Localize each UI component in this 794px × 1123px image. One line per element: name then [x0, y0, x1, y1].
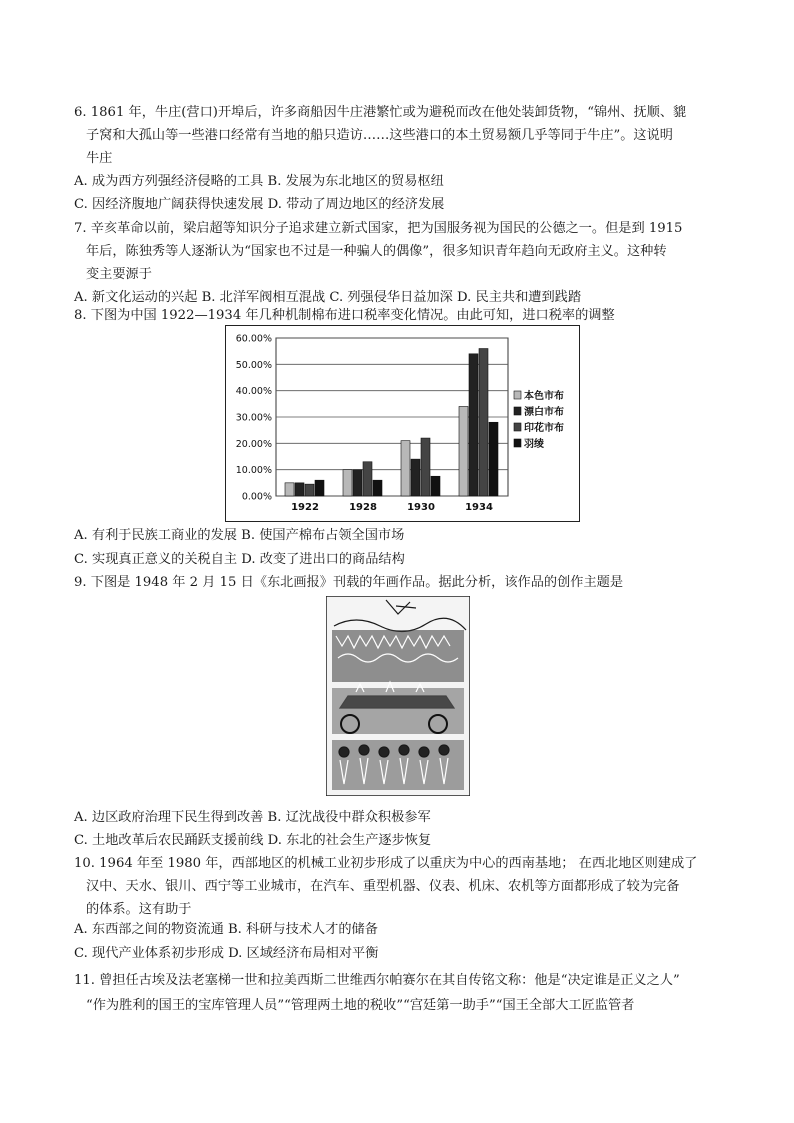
legend-swatch: [514, 391, 521, 399]
q10-options-ab: A. 东西部之间的物资流通 B. 科研与技术人才的储备: [74, 922, 378, 937]
q10-stem-line3: 的体系。这有助于: [86, 902, 192, 917]
q9-options-ab: A. 边区政府治理下民生得到改善 B. 辽沈战役中群众积极参军: [74, 810, 431, 825]
q6-stem-line2: 子窝和大孤山等一些港口经常有当地的船只造访……这些港口的本土贸易额几乎等同于牛庄”。这说明: [86, 128, 673, 143]
q6-options-cd: C. 因经济腹地广阔获得快速发展 D. 带动了周边地区的经济发展: [74, 197, 445, 212]
x-tick-label: 1922: [291, 502, 319, 513]
tariff-bar-chart: [226, 326, 579, 521]
bar: [421, 438, 430, 496]
q8-options-cd: C. 实现真正意义的关税自主 D. 改变了进出口的商品结构: [74, 552, 405, 567]
tariff-chart: [225, 325, 580, 522]
q7-stem-line3: 变主要源于: [86, 267, 152, 282]
q7-stem-line2: 年后，陈独秀等人逐渐认为“国家也不过是一种骗人的偶像”，很多知识青年趋向无政府主义。这种转: [86, 244, 667, 259]
bar: [411, 459, 420, 496]
q6-stem-line1: 6. 1861 年，牛庄(营口)开埠后，许多商船因牛庄港繁忙或为避税而改在他处装卸货物，“锦州、抚顺、貔: [74, 105, 687, 120]
bar: [363, 462, 372, 496]
q10-stem-line2: 汉中、天水、银川、西宁等工业城市，在汽车、重型机器、仪表、机床、农机等方面都形成了较为完备: [86, 879, 680, 894]
x-tick-label: 1930: [407, 502, 435, 513]
bar: [285, 483, 294, 496]
bar: [343, 470, 352, 496]
bar: [353, 470, 362, 496]
bar: [469, 354, 478, 496]
q11-stem-line2: “作为胜利的国王的宝库管理人员”“管理两土地的税收”“宫廷第一助手”“国王全部大工匠监管者: [86, 998, 635, 1013]
legend-label: 羽绫: [524, 439, 544, 450]
y-tick-label: 40.00%: [235, 386, 272, 398]
q11-stem-line1: 11. 曾担任古埃及法老塞梯一世和拉美西斯二世维西尔帕赛尔在其自传铭文称：他是“决定谁是正义之人”: [74, 973, 680, 988]
y-tick-label: 0.00%: [241, 491, 272, 503]
q6-stem-line3: 牛庄: [86, 151, 113, 166]
q7-stem-line1: 7. 辛亥革命以前，梁启超等知识分子追求建立新式国家，把为国服务视为国民的公德之一。但是到 1915: [74, 221, 683, 236]
bar: [305, 484, 314, 496]
q8-stem-line1: 8. 下图为中国 1922—1934 年几种机制棉布进口税率变化情况。由此可知，进口税率的调整: [74, 308, 615, 323]
y-tick-label: 50.00%: [235, 359, 272, 371]
legend-label: 漂白市布: [524, 407, 564, 418]
y-tick-label: 20.00%: [235, 438, 272, 450]
bar: [401, 441, 410, 496]
bar: [295, 483, 304, 496]
q7-options: A. 新文化运动的兴起 B. 北洋军阀相互混战 C. 列强侵华日益加深 D. 民主共和遭到践踏: [74, 290, 582, 305]
woodcut-illustration: [326, 596, 470, 796]
legend-label: 本色市布: [524, 391, 564, 402]
legend-swatch: [514, 407, 521, 415]
bar: [489, 422, 498, 496]
x-tick-label: 1934: [465, 502, 493, 513]
bar: [479, 349, 488, 496]
q10-stem-line1: 10. 1964 年至 1980 年，西部地区的机械工业初步形成了以重庆为中心的西南基地； 在西北地区则建成了: [74, 856, 698, 871]
y-tick-label: 30.00%: [235, 412, 272, 424]
q9-options-cd: C. 土地改革后农民踊跃支援前线 D. 东北的社会生产逐步恢复: [74, 833, 432, 848]
legend-swatch: [514, 423, 521, 431]
bar: [315, 480, 324, 496]
legend-swatch: [514, 439, 521, 447]
q9-stem-line1: 9. 下图是 1948 年 2 月 15 日《东北画报》刊载的年画作品。据此分析，该作品的创作主题是: [74, 575, 624, 590]
woodcut-middle-scene: [332, 682, 464, 734]
x-tick-label: 1928: [349, 502, 377, 513]
bar: [459, 406, 468, 496]
q6-options-ab: A. 成为西方列强经济侵略的工具 B. 发展为东北地区的贸易枢纽: [74, 174, 444, 189]
y-tick-label: 60.00%: [235, 333, 272, 345]
bar: [431, 476, 440, 496]
bar: [373, 480, 382, 496]
y-tick-label: 10.00%: [235, 465, 272, 477]
new-year-painting-image: [326, 596, 470, 796]
q8-options-ab: A. 有利于民族工商业的发展 B. 使国产棉布占领全国市场: [74, 528, 405, 543]
q10-options-cd: C. 现代产业体系初步形成 D. 区域经济布局相对平衡: [74, 946, 379, 961]
woodcut-bottom-crowd: [332, 740, 464, 790]
legend-label: 印花市布: [524, 423, 564, 434]
